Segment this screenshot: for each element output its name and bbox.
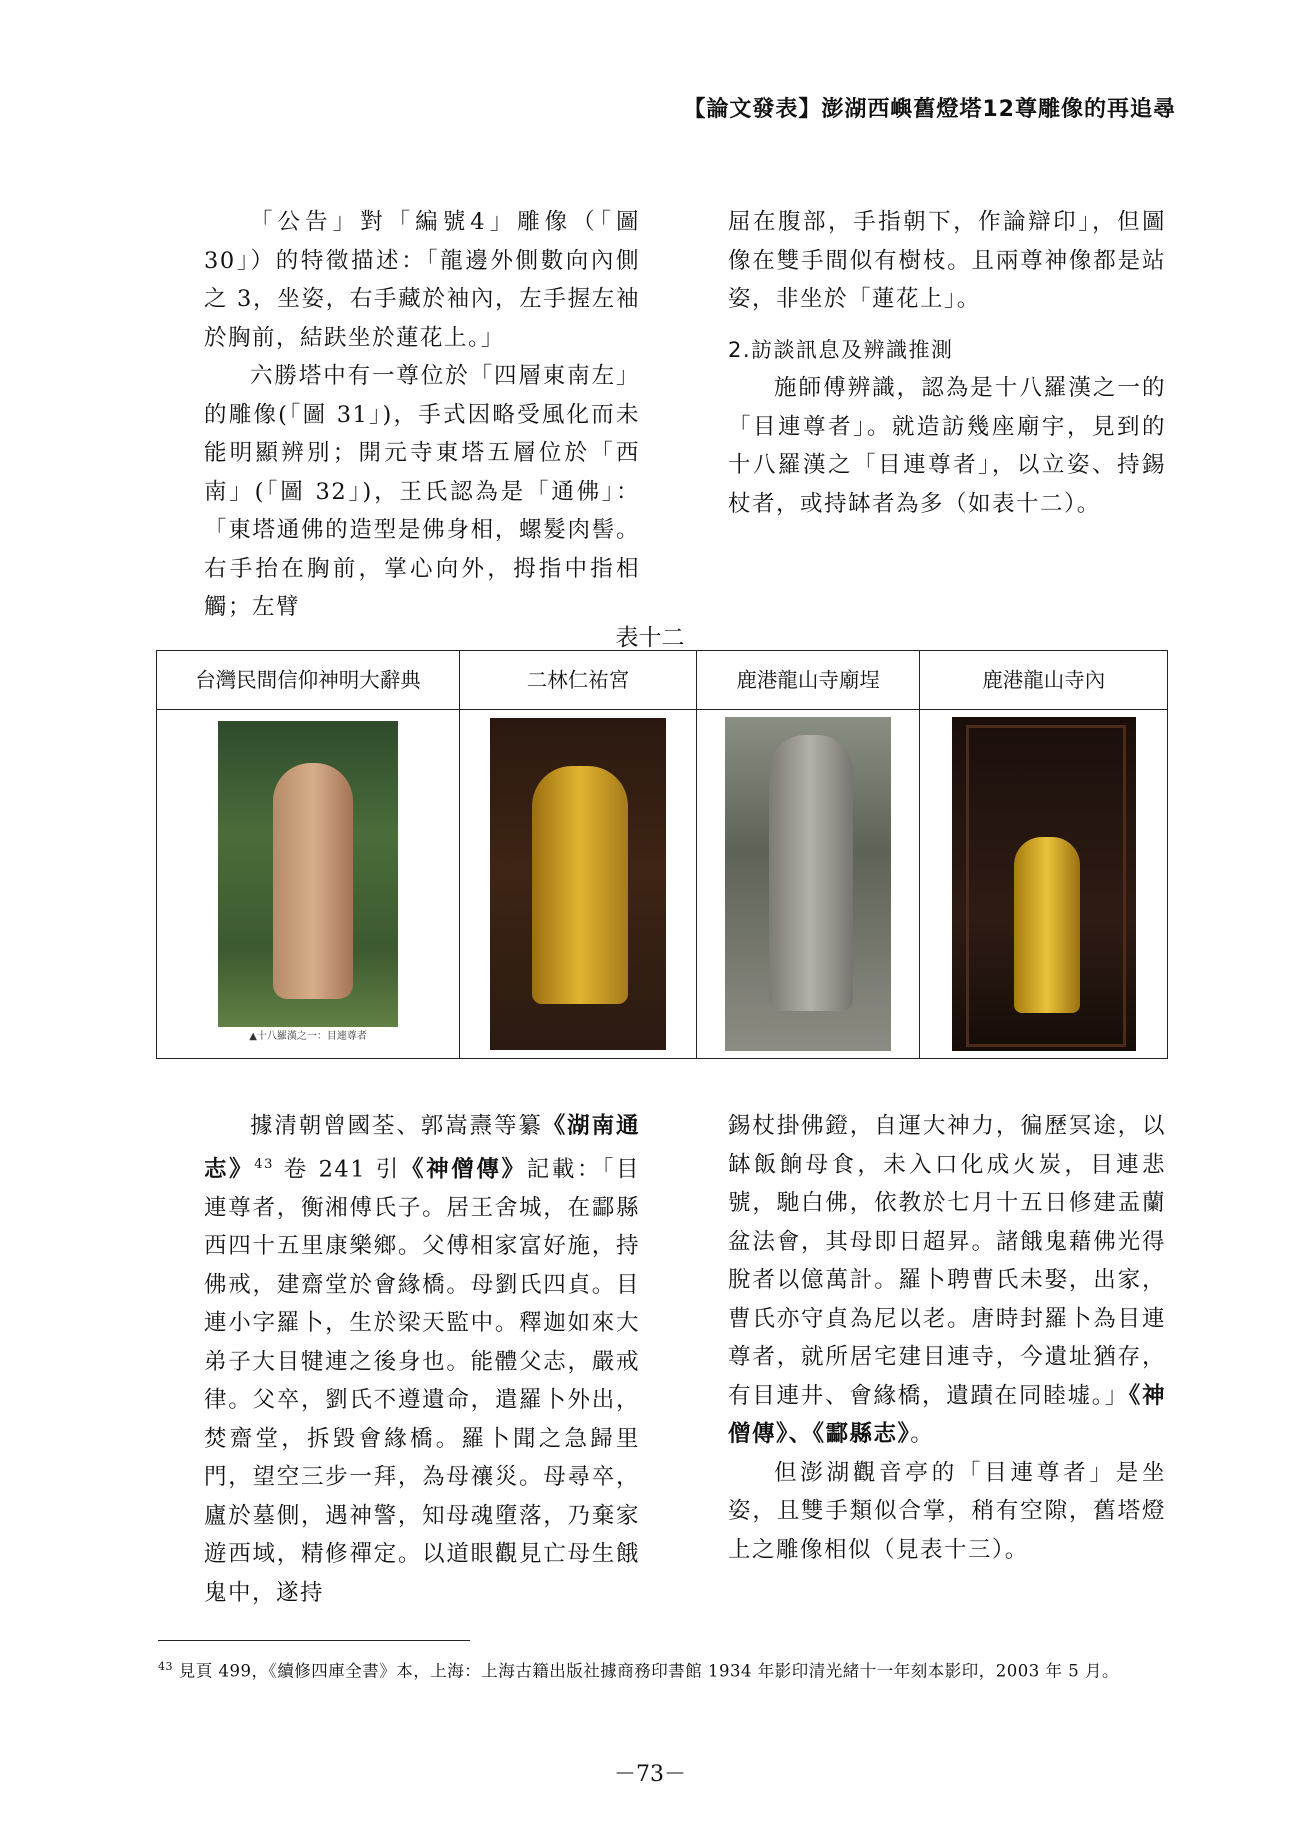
text-run: 記載：「目連尊者，衡湘傅氏子。居王舍城，在酃縣西四十五里康樂鄉。父傅相家富好施，持佛戒，建齋堂於會緣橋。母劉氏四貞。目連小字羅卜，生於梁天監中。釋迦如來大弟子大目犍連之後身也。能體父志，嚴戒律。父卒，劉氏不遵遺命，遣羅卜外出，焚齋堂，拆毀會緣橋。羅卜聞之急歸里門，望空三步一拜，為母禳災。母尋卒，廬於墓側，遇神警，知母魂墮落，乃棄家遊西域，精修禪定。以道眼觀見亡母生餓鬼中，遂持 (204, 1156, 640, 1606)
table-header-cell: 鹿港龍山寺廟埕 (696, 651, 919, 710)
paragraph: 施師傅辨識，認為是十八羅漢之一的「目連尊者」。就造訪幾座廟宇，見到的十八羅漢之「目連尊者」，以立姿、持錫杖者，或持缽者為多（如表十二）。 (728, 375, 1166, 517)
footnote-divider (158, 1640, 470, 1641)
photo-statue-gold (490, 718, 666, 1050)
paragraph (204, 1107, 640, 1612)
photo-table (156, 650, 1168, 1059)
column-top-left (204, 203, 640, 627)
photo-statue-granite (725, 717, 891, 1051)
table-caption: 表十二 (615, 625, 685, 651)
column-bottom-left (204, 1107, 640, 1612)
photo-caption: ▲十八羅漢之一：目連尊者 (218, 1027, 398, 1047)
paragraph: 但澎湖觀音亭的「目連尊者」是坐姿，且雙手類似合掌，稍有空隙，舊塔燈上之雕像相似（見表十三）。 (728, 1459, 1166, 1563)
photo-cell (157, 710, 460, 1059)
table-header-cell: 台灣民間信仰神明大辭典 (157, 651, 460, 710)
footnote-number: 43 (158, 1660, 173, 1673)
footnote-ref: 43 (254, 1156, 274, 1172)
footnote-text: 見頁 499，《續修四庫全書》本，上海：上海古籍出版社據商務印書館 1934 年影印清光緒十一年刻本影印，2003 年 5 月。 (178, 1661, 1119, 1681)
text-run: 卷 241 引 (283, 1156, 401, 1182)
paragraph: 「公告」對「編號4」雕像（「圖 30」）的特徵描述：「龍邊外側數向內側之 3，坐姿，右手藏於袖內，左手握左袖於胸前，結趺坐於蓮花上。」 (204, 209, 640, 351)
photo-cell (696, 710, 919, 1059)
table-header-cell: 二林仁祐宮 (460, 651, 697, 710)
photo-statue-shrine (952, 717, 1136, 1051)
footnote (158, 1654, 1170, 1685)
photo-statue-stone (218, 721, 398, 1047)
text-run: 錫杖掛佛鐙，自運大神力，徧歷冥途，以缽飯餉母食，未入口化成火炭，目連悲號，馳白佛，依教於七月十五日修建盂蘭盆法會，其母即日超昇。諸餓鬼藉佛光得脫者以億萬計。羅卜聘曹氏未娶，出家，曹氏亦守貞為尼以老。唐時封羅卜為目連尊者，就所居宅建目連寺，今遺址猶存，有目連井、會緣橋，遺蹟在同睦墟。」 (728, 1113, 1166, 1409)
statue-figure (273, 763, 353, 999)
statue-figure (769, 735, 853, 1011)
book-title: 《神僧傳》 (400, 1156, 527, 1182)
photo-cell (920, 710, 1168, 1059)
column-bottom-right (728, 1107, 1166, 1569)
statue-figure (1014, 837, 1080, 1013)
statue-figure (532, 766, 628, 1004)
paragraph: 屈在腹部，手指朝下，作論辯印」，但圖像在雙手間似有樹枝。且兩尊神像都是站姿，非坐於「蓮花上」。 (728, 209, 1166, 312)
text-run: 據清朝曾國荃、郭嵩燾等纂 (250, 1113, 543, 1139)
book-title: 《神僧傳》、《酃縣志》 (728, 1382, 1166, 1447)
paragraph (728, 1107, 1166, 1454)
book-title: 《湖南通志》 (204, 1113, 640, 1182)
section-heading: 2.訪談訊息及辨識推測 (728, 337, 954, 362)
page-number: －73－ (614, 1762, 686, 1787)
photo-cell (460, 710, 697, 1059)
paragraph: 六勝塔中有一尊位於「四層東南左」的雕像(「圖 31」)，手式因略受風化而未能明顯辨別；開元寺東塔五層位於「西南」(「圖 32」)，王氏認為是「通佛」：「東塔通佛的造型是佛身相，螺髮肉髻。右手抬在胸前，掌心向外，拇指中指相觸；左臂 (204, 363, 640, 620)
column-top-right (728, 203, 1166, 523)
running-header: 【論文發表】澎湖西嶼舊燈塔12尊雕像的再追尋 (683, 97, 1176, 122)
table-header-cell: 鹿港龍山寺內 (920, 651, 1168, 710)
text-run: 。 (910, 1421, 935, 1447)
